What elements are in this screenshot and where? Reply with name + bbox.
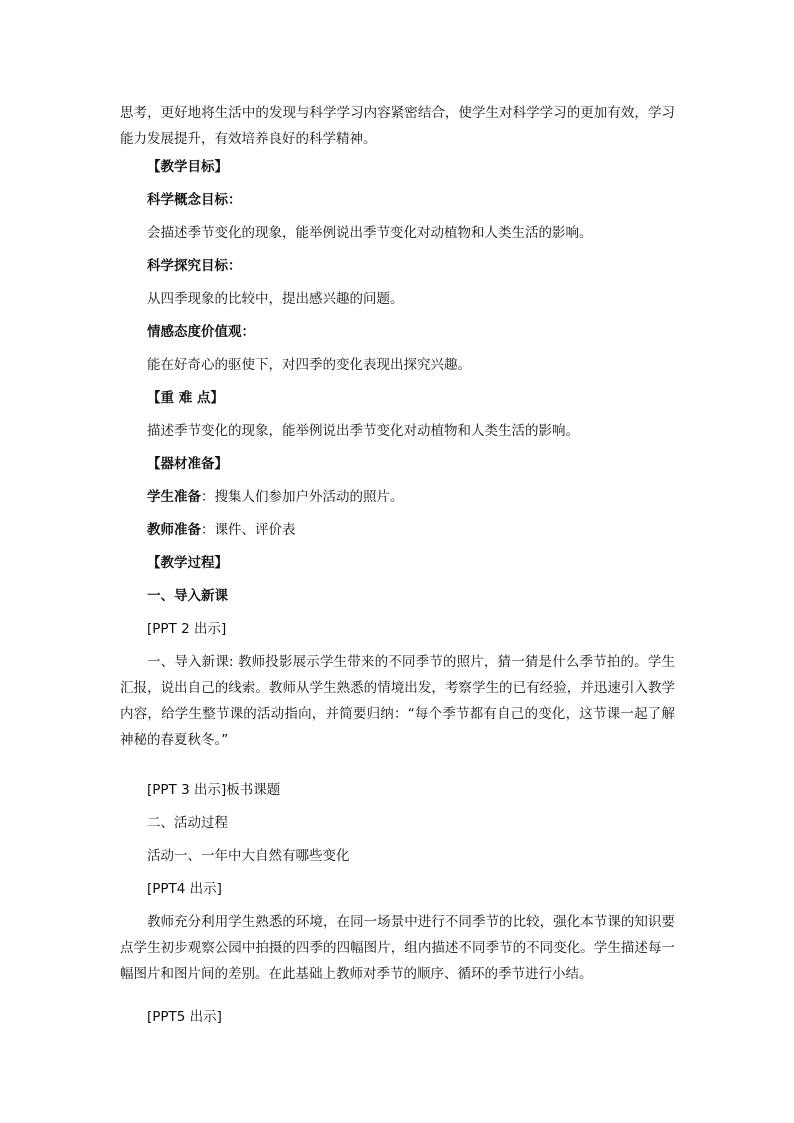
teaching-process-heading: 【教学过程】 xyxy=(147,555,228,571)
inquiry-goal-label: 科学探究目标： xyxy=(147,258,242,274)
concept-goal-text: 会描述季节变化的现象，能举例说出季节变化对动植物和人类生活的影响。 xyxy=(147,225,593,241)
student-materials-text: ：搜集人们参加户外活动的照片。 xyxy=(201,489,404,505)
concept-goal-label: 科学概念目标： xyxy=(147,192,242,208)
section-activity-heading: 二、活动过程 xyxy=(147,815,228,831)
activity1-title: 活动一、一年中大自然有哪些变化 xyxy=(147,848,350,864)
student-materials-label: 学生准备 xyxy=(147,489,201,505)
ppt2-marker: [PPT 2 出示] xyxy=(147,621,227,637)
teacher-materials xyxy=(147,517,296,543)
ppt4-marker: [PPT4 出示] xyxy=(147,881,222,897)
teaching-goals-heading: 【教学目标】 xyxy=(147,159,228,175)
teacher-materials-text: ：课件、评价表 xyxy=(201,522,296,538)
teacher-materials-label: 教师准备 xyxy=(147,522,201,538)
inquiry-goal-text: 从四季现象的比较中，提出感兴趣的问题。 xyxy=(147,291,404,307)
section-intro-heading: 一、导入新课 xyxy=(147,588,228,604)
key-points-heading: 【重 难 点】 xyxy=(147,390,224,406)
materials-heading: 【器材准备】 xyxy=(147,456,228,472)
intro-paragraph: 一、导入新课: 教师投影展示学生带来的不同季节的照片，猜一猜是什么季节拍的。学生汇报，说出自己的线索。教师从学生熟悉的情境出发，考察学生的已有经验，并迅速引入教学内容，给学生整节课的活动指向，并简要归纳：“每个季节都有自己的变化，这节课一起了解神秘的春夏秋冬。” xyxy=(120,654,675,748)
ppt3-marker: [PPT 3 出示]板书课题 xyxy=(147,782,281,798)
activity1-paragraph: 教师充分利用学生熟悉的环境，在同一场景中进行不同季节的比较，强化本节课的知识要点学生初步观察公园中拍摄的四季的四幅图片，组内描述不同季节的不同变化。学生描述每一幅图片和图片间的差别。在此基础上教师对季节的顺序、循环的季节进行小结。 xyxy=(120,914,675,982)
attitude-goal-text: 能在好奇心的驱使下，对四季的变化表现出探究兴趣。 xyxy=(147,357,471,373)
intro-continued-paragraph: 思考，更好地将生活中的发现与科学学习内容紧密结合，使学生对科学学习的更加有效，学习能力发展提升，有效培养良好的科学精神。 xyxy=(120,105,675,147)
key-points-text: 描述季节变化的现象，能举例说出季节变化对动植物和人类生活的影响。 xyxy=(147,423,579,439)
attitude-goal-label: 情感态度价值观： xyxy=(147,324,255,340)
student-materials xyxy=(147,484,404,510)
ppt5-marker: [PPT5 出示] xyxy=(147,1009,222,1025)
